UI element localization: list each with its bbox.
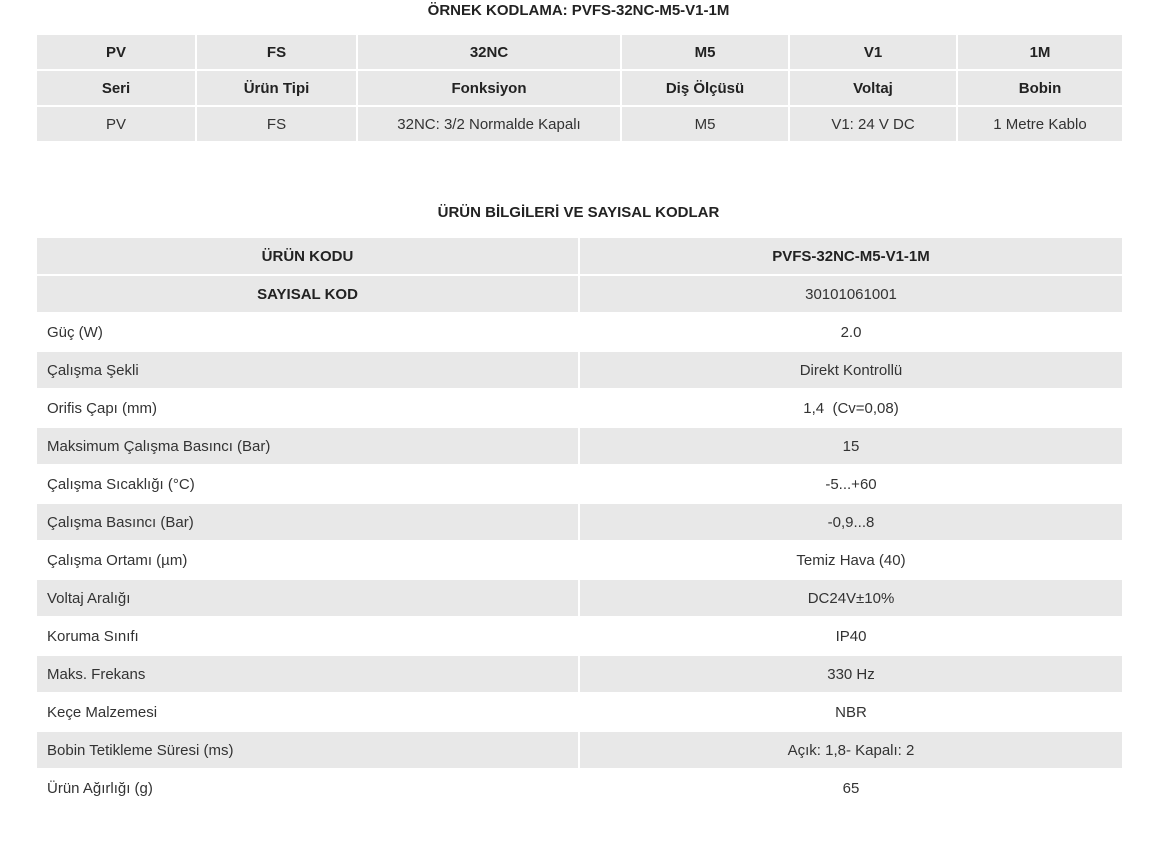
- spec-value: -0,9...8: [579, 503, 1123, 541]
- spec-value: 2.0: [579, 313, 1123, 351]
- header-cell: Seri: [36, 70, 196, 106]
- table-row: [36, 389, 1123, 427]
- spec-label: Çalışma Sıcaklığı (°C): [36, 465, 579, 503]
- table-row: [36, 541, 1123, 579]
- header-cell: Bobin: [957, 70, 1123, 106]
- spec-label: Maksimum Çalışma Basıncı (Bar): [36, 427, 579, 465]
- product-code-label: ÜRÜN KODU: [36, 237, 579, 275]
- table-row: [36, 655, 1123, 693]
- table-row: [36, 579, 1123, 617]
- coding-header-row: [36, 70, 1123, 106]
- table-row: [36, 465, 1123, 503]
- code-cell: M5: [621, 34, 789, 70]
- numeric-code-row: [36, 275, 1123, 313]
- value-cell: V1: 24 V DC: [789, 106, 957, 142]
- table-row: [36, 427, 1123, 465]
- spec-value: DC24V±10%: [579, 579, 1123, 617]
- spec-label: Orifis Çapı (mm): [36, 389, 579, 427]
- code-cell: 32NC: [357, 34, 621, 70]
- spec-label: Koruma Sınıfı: [36, 617, 579, 655]
- numeric-code-value: 30101061001: [579, 275, 1123, 313]
- spec-label: Keçe Malzemesi: [36, 693, 579, 731]
- header-cell: Voltaj: [789, 70, 957, 106]
- spec-value: -5...+60: [579, 465, 1123, 503]
- table-row: [36, 731, 1123, 769]
- spec-value: 15: [579, 427, 1123, 465]
- coding-code-row: [36, 34, 1123, 70]
- value-cell: PV: [36, 106, 196, 142]
- spec-label: Maks. Frekans: [36, 655, 579, 693]
- spec-label: Bobin Tetikleme Süresi (ms): [36, 731, 579, 769]
- spec-value: NBR: [579, 693, 1123, 731]
- product-code-value: PVFS-32NC-M5-V1-1M: [579, 237, 1123, 275]
- spec-label: Çalışma Ortamı (µm): [36, 541, 579, 579]
- header-cell: Fonksiyon: [357, 70, 621, 106]
- value-cell: 1 Metre Kablo: [957, 106, 1123, 142]
- info-title: ÜRÜN BİLGİLERİ VE SAYISAL KODLAR: [437, 204, 720, 221]
- code-cell: V1: [789, 34, 957, 70]
- table-row: [36, 617, 1123, 655]
- numeric-code-label: SAYISAL KOD: [36, 275, 579, 313]
- table-row: [36, 769, 1123, 807]
- spec-value: 1,4 (Cv=0,08): [579, 389, 1123, 427]
- spec-value: IP40: [579, 617, 1123, 655]
- spec-value: Temiz Hava (40): [579, 541, 1123, 579]
- table-row: [36, 503, 1123, 541]
- spec-label: Voltaj Aralığı: [36, 579, 579, 617]
- spec-label: Güç (W): [36, 313, 579, 351]
- value-cell: FS: [196, 106, 357, 142]
- spec-value: 65: [579, 769, 1123, 807]
- spec-label: Çalışma Şekli: [36, 351, 579, 389]
- header-cell: Diş Ölçüsü: [621, 70, 789, 106]
- code-cell: 1M: [957, 34, 1123, 70]
- code-cell: FS: [196, 34, 357, 70]
- coding-table: [35, 33, 1124, 143]
- table-row: [36, 351, 1123, 389]
- product-info-table: [35, 236, 1124, 808]
- value-cell: 32NC: 3/2 Normalde Kapalı: [357, 106, 621, 142]
- coding-value-row: [36, 106, 1123, 142]
- spec-label: Çalışma Basıncı (Bar): [36, 503, 579, 541]
- product-code-row: [36, 237, 1123, 275]
- table-row: [36, 313, 1123, 351]
- spec-value: Direkt Kontrollü: [579, 351, 1123, 389]
- table-row: [36, 693, 1123, 731]
- coding-title: ÖRNEK KODLAMA: PVFS-32NC-M5-V1-1M: [427, 2, 730, 19]
- spec-value: Açık: 1,8- Kapalı: 2: [579, 731, 1123, 769]
- spec-label: Ürün Ağırlığı (g): [36, 769, 579, 807]
- value-cell: M5: [621, 106, 789, 142]
- spec-value: 330 Hz: [579, 655, 1123, 693]
- header-cell: Ürün Tipi: [196, 70, 357, 106]
- code-cell: PV: [36, 34, 196, 70]
